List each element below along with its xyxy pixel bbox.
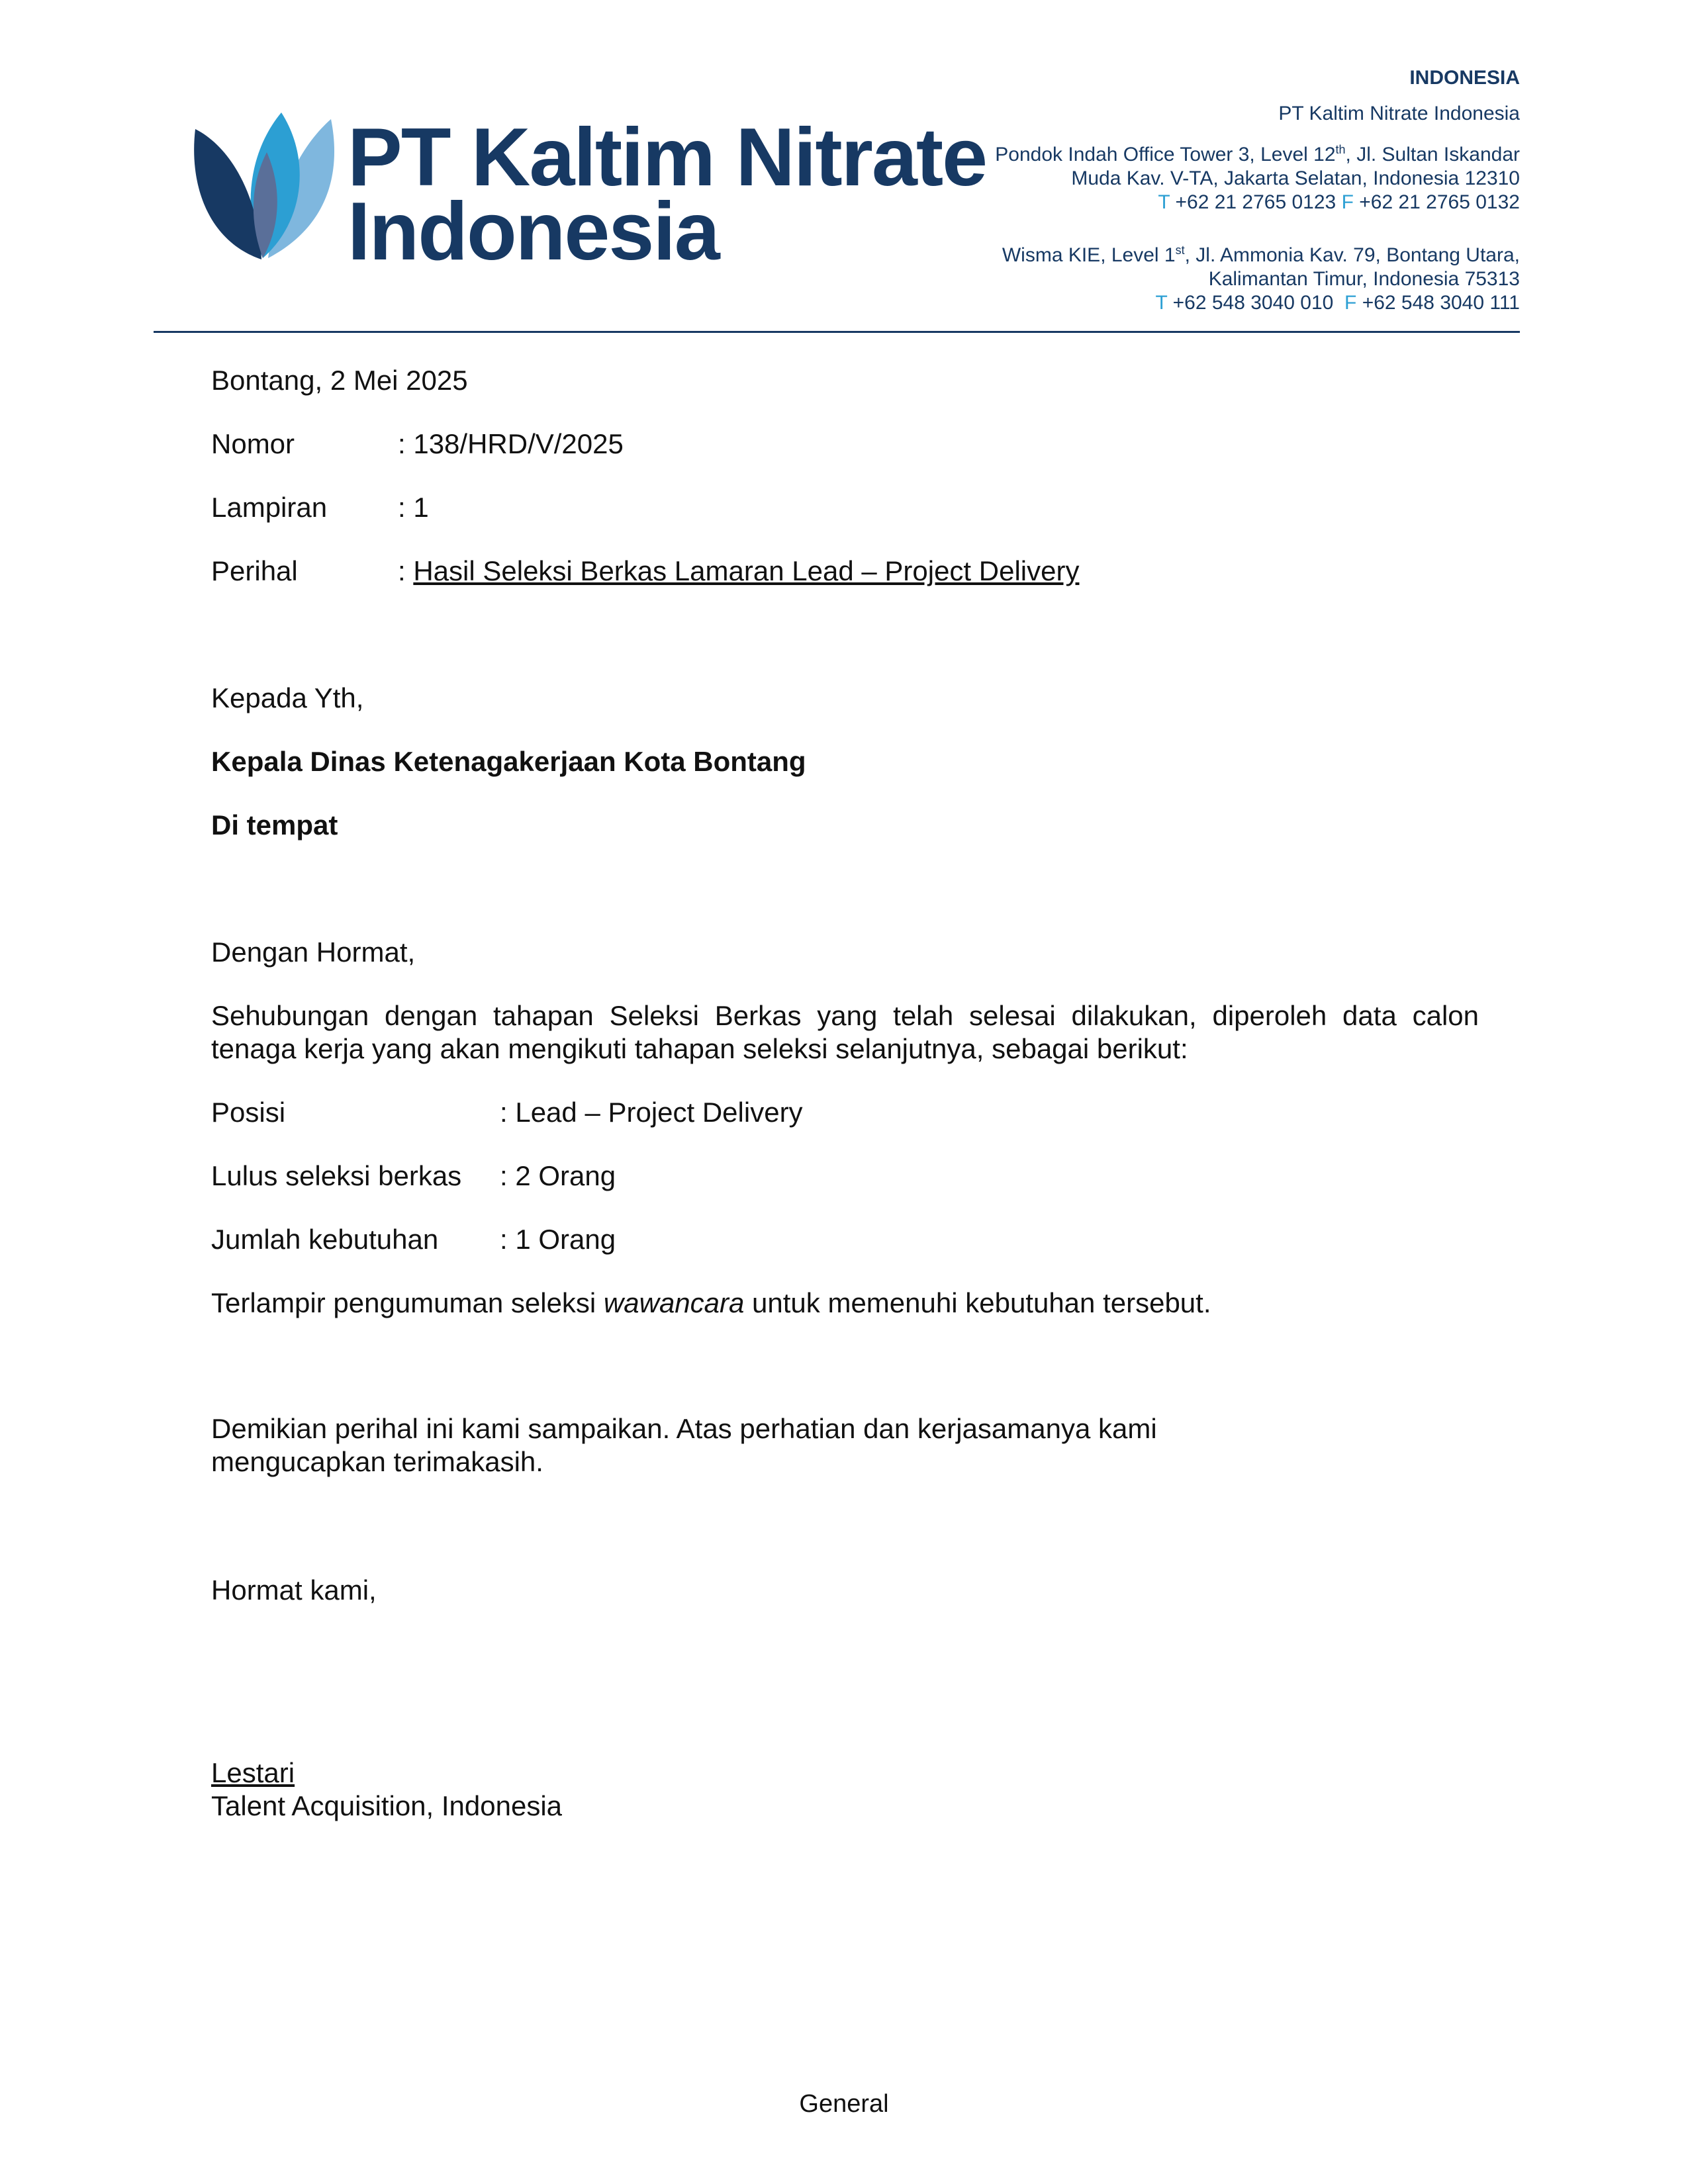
lampiran-label: Lampiran xyxy=(211,492,328,523)
document-classification: General xyxy=(799,2090,889,2118)
country-label: INDONESIA xyxy=(1409,67,1520,89)
phone-label: T xyxy=(1158,191,1170,213)
office2-line2: Kalimantan Timur, Indonesia 75313 xyxy=(1208,268,1520,290)
detail-row xyxy=(211,1223,1479,1256)
detail-label: Jumlah kebutuhan xyxy=(211,1224,439,1255)
signer-name: Lestari xyxy=(211,1757,295,1788)
office1-line2: Muda Kav. V-TA, Jakarta Selatan, Indonesia 12310 xyxy=(1071,167,1520,189)
office1-fax: +62 21 2765 0132 xyxy=(1359,191,1520,213)
phone-label: T xyxy=(1155,292,1168,314)
office1-line1: Pondok Indah Office Tower 3, Level 12th, Jl. Sultan Iskandar xyxy=(995,143,1520,165)
fax-label: F xyxy=(1344,292,1357,314)
letterhead-address xyxy=(858,66,1520,315)
detail-label: Lulus seleksi berkas xyxy=(211,1160,462,1191)
office2-fax: +62 548 3040 111 xyxy=(1362,292,1520,314)
company-name: PT Kaltim Nitrate Indonesia xyxy=(1278,103,1520,124)
detail-value: : 2 Orang xyxy=(500,1160,616,1191)
nomor-label: Nomor xyxy=(211,428,295,459)
detail-value: : 1 Orang xyxy=(500,1224,616,1255)
office2-contact xyxy=(858,291,1520,315)
company-logo xyxy=(189,106,987,277)
perihal-label: Perihal xyxy=(211,555,298,586)
fax-label: F xyxy=(1341,191,1354,213)
closing-paragraph: Demikian perihal ini kami sampaikan. Atas perhatian dan kerjasamanya kami mengucapkan terimakasih. xyxy=(211,1413,1157,1477)
place-date: Bontang, 2 Mei 2025 xyxy=(211,365,468,396)
recipient: Kepala Dinas Ketenagakerjaan Kota Bontang xyxy=(211,746,806,777)
nomor-row xyxy=(211,428,1479,461)
lampiran-row xyxy=(211,491,1479,524)
office1-contact xyxy=(858,191,1520,214)
office2-phone: +62 548 3040 010 xyxy=(1172,292,1334,314)
detail-value: : Lead – Project Delivery xyxy=(500,1097,803,1128)
sign-off: Hormat kami, xyxy=(211,1574,377,1606)
letter-body xyxy=(211,364,1479,1823)
logo-line2: Indonesia xyxy=(348,186,719,277)
recipient-location: Di tempat xyxy=(211,809,338,841)
detail-label: Posisi xyxy=(211,1097,286,1128)
office2-line1: Wisma KIE, Level 1st, Jl. Ammonia Kav. 79, Bontang Utara, xyxy=(1002,244,1520,266)
salutation: Kepada Yth, xyxy=(211,682,364,713)
perihal-row xyxy=(211,555,1479,588)
detail-row xyxy=(211,1160,1479,1193)
nomor-value: : 138/HRD/V/2025 xyxy=(398,428,624,459)
signer-title: Talent Acquisition, Indonesia xyxy=(211,1790,563,1821)
header-divider xyxy=(154,331,1520,333)
logo-line1: PT Kaltim Nitrate xyxy=(348,112,987,203)
lampiran-value: : 1 xyxy=(398,492,429,523)
lotus-logo-icon xyxy=(189,106,341,265)
perihal-value: Hasil Seleksi Berkas Lamaran Lead – Project Delivery xyxy=(413,555,1080,586)
office1-phone: +62 21 2765 0123 xyxy=(1175,191,1336,213)
detail-row xyxy=(211,1096,1479,1129)
opening: Dengan Hormat, xyxy=(211,936,416,968)
perihal-colon: : xyxy=(398,555,414,586)
attachment-note: Terlampir pengumuman seleksi wawancara untuk memenuhi kebutuhan tersebut. xyxy=(211,1287,1211,1318)
paragraph-1: Sehubungan dengan tahapan Seleksi Berkas yang telah selesai dilakukan, diperoleh data calon tenaga kerja yang akan mengikuti tahapan seleksi selanjutnya, sebagai berikut: xyxy=(211,1000,1479,1064)
